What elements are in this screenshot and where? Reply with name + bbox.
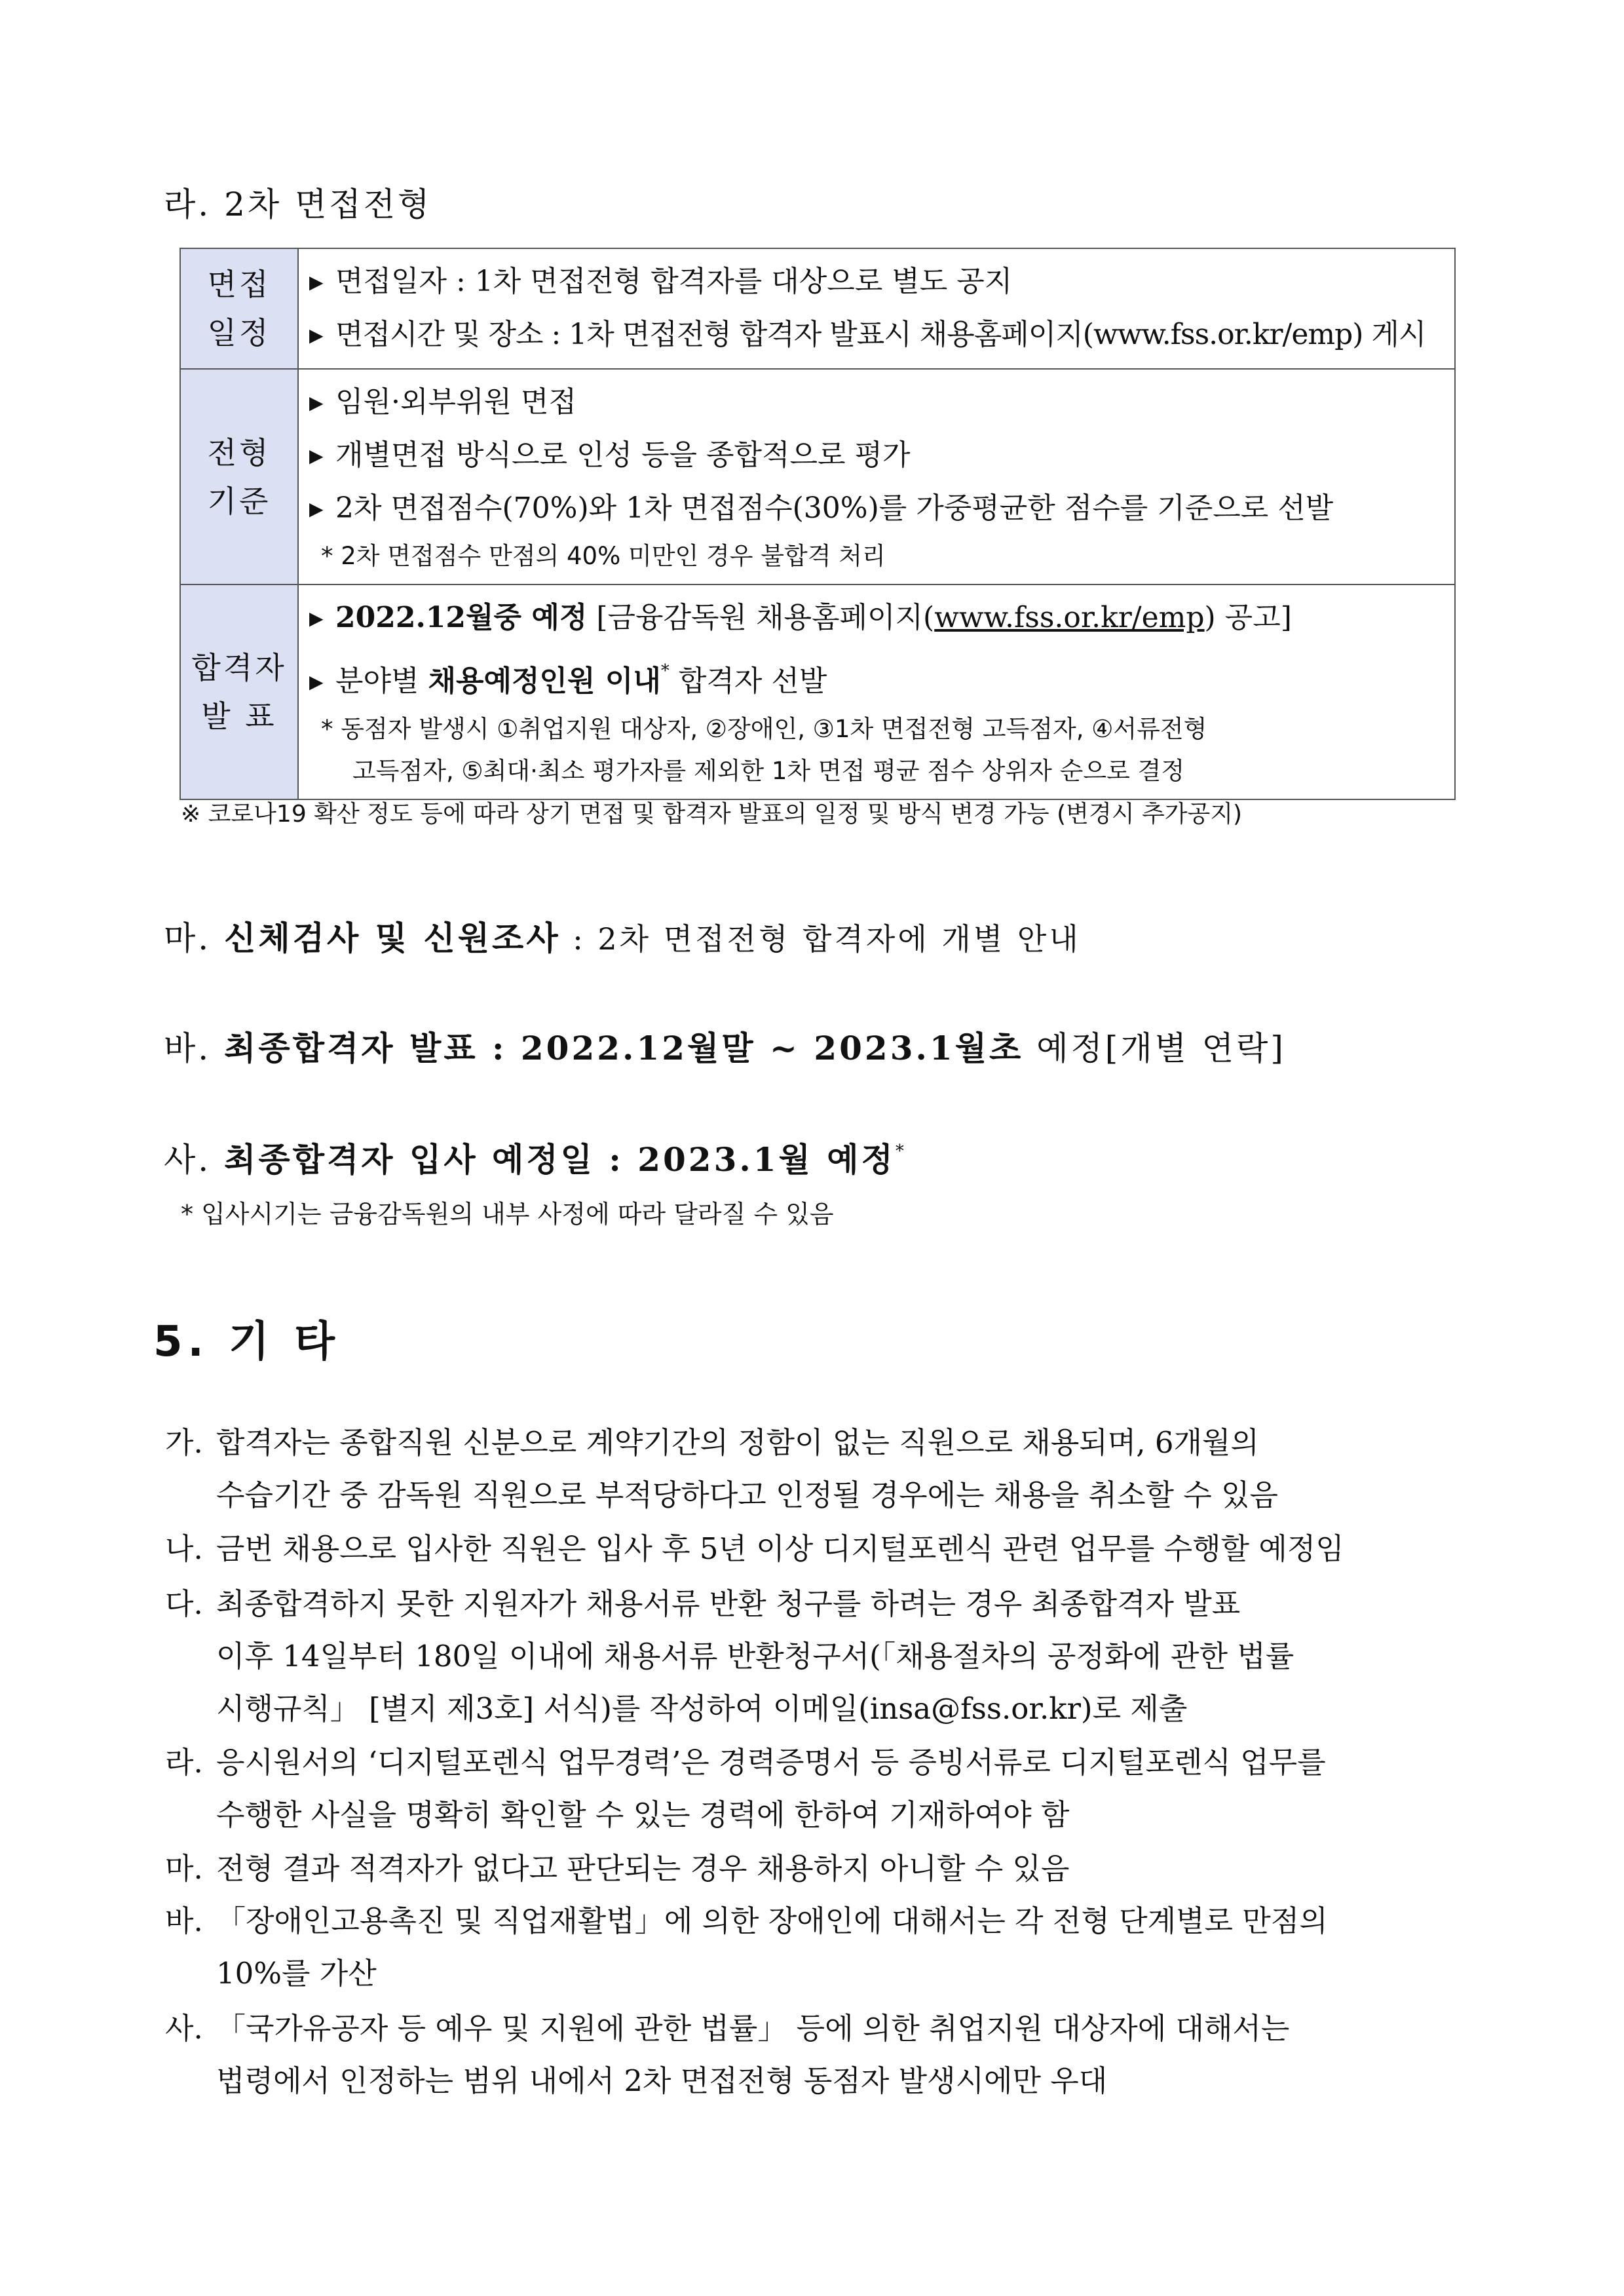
list-marker: 나. — [165, 1531, 203, 1566]
list-item-text: 10%를 가산 — [216, 1956, 377, 1991]
list-item-text: 이후 14일부터 180일 이내에 채용서류 반환청구서(「채용절차의 공정화에 관한 법률 — [216, 1639, 1294, 1674]
section-sa-heading: 사. 최종합격자 입사 예정일 : 2023.1월 예정* — [164, 1140, 907, 1179]
list-item: ▶ 2022.12월중 예정 [금융감독원 채용홈페이지(www.fss.or.kr/emp) 공고] — [309, 592, 1445, 645]
list-marker: 바. — [165, 1904, 203, 1938]
list-item-text: 전형 결과 적격자가 없다고 판단되는 경우 채용하지 아니할 수 있음 — [216, 1851, 1070, 1886]
list-item-text: 수행한 사실을 명확히 확인할 수 있는 경력에 한하여 기재하여야 함 — [216, 1797, 1070, 1832]
triangle-bullet-icon: ▶ — [309, 671, 324, 693]
list-item — [165, 1895, 1462, 2000]
list-item-text: 합격자는 종합직원 신분으로 계약기간의 정함이 없는 직원으로 채용되며, 6개월의 — [216, 1425, 1259, 1460]
list-marker: 가. — [165, 1425, 203, 1460]
table-row — [180, 248, 1455, 369]
table-row — [180, 584, 1455, 799]
row-content — [298, 248, 1455, 369]
footnote: * 동점자 발생시 ①취업지원 대상자, ②장애인, ③1차 면접전형 고득점자, ④서류전형 — [321, 715, 1207, 743]
list-item-text: 「장애인고용촉진 및 직업재활법」에 의한 장애인에 대해서는 각 전형 단계별로 만점의 — [216, 1904, 1328, 1938]
section-ma-heading: 마. 신체검사 및 신원조사 : 2차 면접전형 합격자에 개별 안내 — [164, 919, 1081, 957]
list-item: ▶ 2차 면접점수(70%)와 1차 면접점수(30%)를 가중평균한 점수를 기준으로 선발 — [309, 482, 1445, 535]
section-ba-heading: 바. 최종합격자 발표 : 2022.12월말 ~ 2023.1월초 예정[개별 연락] — [164, 1029, 1286, 1067]
list-item-text: 최종합격하지 못한 지원자가 채용서류 반환 청구를 하려는 경우 최종합격자 발표 — [216, 1586, 1241, 1621]
table-row — [180, 369, 1455, 584]
triangle-bullet-icon: ▶ — [309, 445, 324, 467]
section-sa-footnote: * 입사시기는 금융감독원의 내부 사정에 따라 달라질 수 있음 — [181, 1200, 834, 1229]
row-content — [298, 584, 1455, 799]
row-content — [298, 369, 1455, 584]
triangle-bullet-icon: ▶ — [309, 271, 324, 293]
list-item: ▶ 임원·외부위원 면접 — [309, 376, 1445, 429]
row-label-result-announcement: 합격자 발 표 — [180, 584, 298, 799]
row-label-selection-criteria: 전형 기준 — [180, 369, 298, 584]
list-item-text: 금번 채용으로 입사한 직원은 입사 후 5년 이상 디지털포렌식 관련 업무를 수행할 예정임 — [216, 1531, 1344, 1566]
list-item-text: 수습기간 중 감독원 직원으로 부적당하다고 인정될 경우에는 채용을 취소할 수 있음 — [216, 1478, 1279, 1512]
triangle-bullet-icon: ▶ — [309, 607, 324, 629]
section-5-heading: 5. 기 타 — [153, 1318, 341, 1366]
footnote: * 2차 면접점수 만점의 40% 미만인 경우 불합격 처리 — [321, 542, 886, 570]
triangle-bullet-icon: ▶ — [309, 498, 324, 520]
list-item-text: 응시원서의 ‘디지털포렌식 업무경력’은 경력증명서 등 증빙서류로 디지털포렌식 업무를 — [216, 1745, 1326, 1780]
list-item — [165, 1843, 1462, 1895]
section-title: 2차 면접전형 — [224, 185, 432, 223]
row-label-interview-schedule: 면접 일정 — [180, 248, 298, 369]
footnote-continued: 고득점자, ⑤최대·최소 평가자를 제외한 1차 면접 평균 점수 상위자 순으로 결정 — [352, 757, 1185, 785]
list-item: ▶ 개별면접 방식으로 인성 등을 종합적으로 평가 — [309, 429, 1445, 482]
list-item — [165, 1523, 1462, 1575]
list-item: ▶ 면접시간 및 장소 : 1차 면접전형 합격자 발표시 채용홈페이지(www.fss.or.kr/emp) 게시 — [309, 309, 1445, 362]
list-marker: 라. — [165, 1745, 203, 1780]
list-item — [165, 1417, 1462, 1521]
homepage-link[interactable]: www.fss.or.kr/emp — [934, 601, 1205, 634]
triangle-bullet-icon: ▶ — [309, 392, 324, 413]
list-item — [165, 1578, 1462, 1735]
list-item — [165, 1736, 1462, 1841]
list-item — [165, 2002, 1462, 2107]
triangle-bullet-icon: ▶ — [309, 324, 323, 346]
list-marker: 사. — [165, 2011, 203, 2046]
interview-schedule-table — [179, 248, 1456, 800]
list-item: ▶ 면접일자 : 1차 면접전형 합격자를 대상으로 별도 공지 — [309, 256, 1445, 309]
list-marker: 마. — [165, 1851, 203, 1886]
section-label: 라. — [164, 185, 212, 223]
list-item-text: 「국가유공자 등 예우 및 지원에 관한 법률」 등에 의한 취업지원 대상자에 대해서는 — [216, 2011, 1290, 2046]
section-ra-heading — [164, 178, 432, 225]
table-note: ※ 코로나19 확산 정도 등에 따라 상기 면접 및 합격자 발표의 일정 및 방식 변경 가능 (변경시 추가공지) — [181, 801, 1243, 828]
list-marker: 다. — [165, 1586, 203, 1621]
list-item-text: 시행규칙」 [별지 제3호] 서식)를 작성하여 이메일(insa@fss.or.kr)로 제출 — [216, 1691, 1188, 1726]
list-item-text: 법령에서 인정하는 범위 내에서 2차 면접전형 동점자 발생시에만 우대 — [216, 2063, 1108, 2098]
list-item: ▶ 분야별 채용예정인원 이내* 합격자 선발 — [309, 645, 1445, 708]
